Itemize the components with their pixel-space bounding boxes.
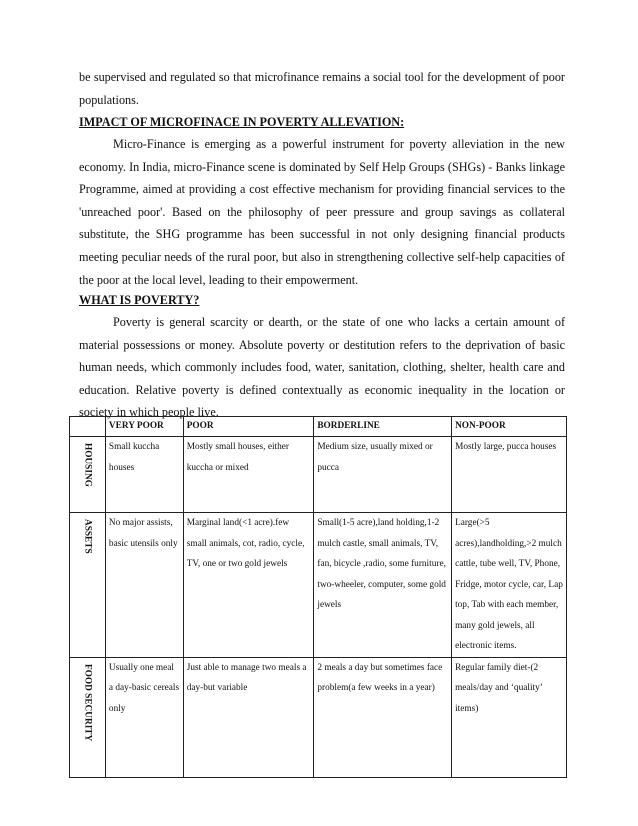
table-cell: No major assists, basic utensils only xyxy=(105,513,183,658)
table-cell: Medium size, usually mixed or pucca xyxy=(314,437,452,513)
row-header-food-security xyxy=(70,657,106,777)
table-cell: Just able to manage two meals a day-but variable xyxy=(183,657,314,777)
row-label: HOUSING xyxy=(82,443,93,487)
table-cell: Small(1-5 acre),land holding,1-2 mulch castle, small animals, TV, fan, bicycle ,radio, some furniture, two-wheeler, computer, some gold jewels xyxy=(314,513,452,658)
row-header-housing xyxy=(70,437,106,513)
table-cell: Regular family diet-(2 meals/day and ‘quality’ items) xyxy=(452,657,567,777)
table-row xyxy=(70,513,567,658)
intro-paragraph: be supervised and regulated so that microfinance remains a social tool for the development of poor populations. xyxy=(79,70,565,107)
table-cell: Large(>5 acres),landholding,>2 mulch cattle, tube well, TV, Phone, Fridge, motor cycle, car, Lap top, Tab with each member, many gold jewels, all electronic items. xyxy=(452,513,567,658)
table-cell: Mostly small houses, either kuccha or mixed xyxy=(183,437,314,513)
table-cell: Small kuccha houses xyxy=(105,437,183,513)
table-header-corner xyxy=(70,417,106,437)
header-very-poor: VERY POOR xyxy=(105,417,183,437)
table-cell: Usually one meal a day-basic cereals only xyxy=(105,657,183,777)
header-poor: POOR xyxy=(183,417,314,437)
poverty-paragraph: Poverty is general scarcity or dearth, or the state of one who lacks a certain amount of material possessions or money. Absolute poverty or destitution refers to the deprivation of basic human needs, which commonly includes food, water, sanitation, clothing, shelter, health care and education. Relative poverty is defined contextually as economic inequality in the location or society in which people live. xyxy=(79,315,565,420)
table-row xyxy=(70,437,567,513)
header-non-poor: NON-POOR xyxy=(452,417,567,437)
row-header-assets xyxy=(70,513,106,658)
row-label: ASSETS xyxy=(82,519,93,554)
row-label: FOOD SECURITY xyxy=(82,663,93,741)
poverty-classification-table xyxy=(69,416,567,778)
header-borderline: BORDERLINE xyxy=(314,417,452,437)
table-cell: Mostly large, pucca houses xyxy=(452,437,567,513)
table-row xyxy=(70,657,567,777)
microfinance-paragraph: Micro-Finance is emerging as a powerful instrument for poverty alleviation in the new economy. In India, micro-Finance scene is dominated by Self Help Groups (SHGs) - Banks linkage Programme, aimed at providing a cost effective mechanism for providing financial services to the 'unreached poor'. Based on the philosophy of peer pressure and group savings as collateral substitute, the SHG programme has been successful in not only designing financial products meeting peculiar needs of the rural poor, but also in strengthening collective self-help capacities of the poor at the local level, leading to their empowerment. xyxy=(79,137,565,287)
impact-heading: IMPACT OF MICROFINACE IN POVERTY ALLEVATION: xyxy=(79,115,405,129)
poverty-heading: WHAT IS POVERTY? xyxy=(79,293,200,307)
table-cell: 2 meals a day but sometimes face problem(a few weeks in a year) xyxy=(314,657,452,777)
table-header-row xyxy=(70,417,567,437)
table-cell: Marginal land(<1 acre).few small animals, cot, radio, cycle, TV, one or two gold jewels xyxy=(183,513,314,658)
